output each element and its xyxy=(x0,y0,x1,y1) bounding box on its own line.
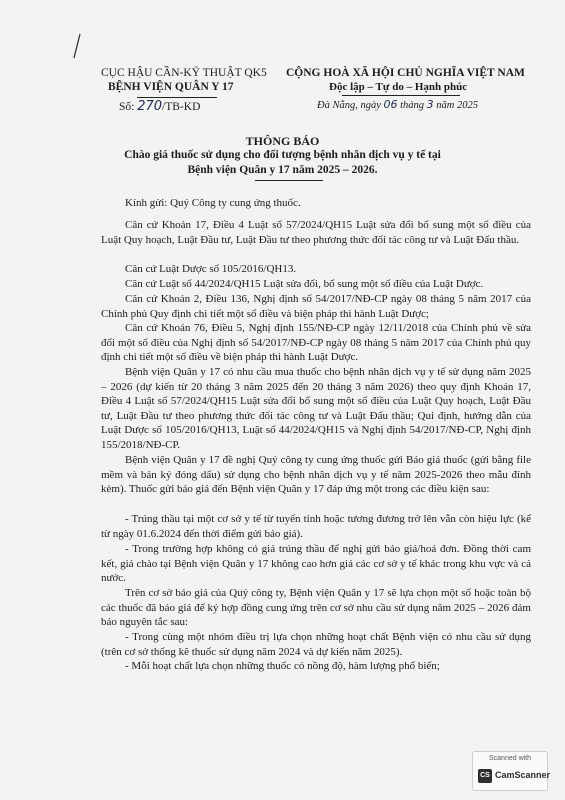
date-year: năm 2025 xyxy=(436,100,479,111)
scanned-with-text: Scanned with xyxy=(488,755,532,762)
request-paragraph: Bệnh viện Quân y 17 đề nghị Quý công ty cung ứng thuốc gửi Báo giá thuốc (gửi bằng file mềm và bản ký đóng dấu) sử dụng cho bệnh nhân dịch vụ y tế năm 2025-2026 theo mẫu đính kèm). Thuốc gửi báo giá đến Bệnh viện Quân y 17 đáp ứng một trong các điều kiện sau: xyxy=(101,454,531,495)
principle-item-1: - Trong cùng một nhóm điều trị lựa chọn những hoạt chất Bệnh viện có nhu cầu sử dụng (trên cơ sở thống kê thuốc sử dụng năm 2024 và dự kiến năm 2025). xyxy=(101,631,531,658)
header-rule-right xyxy=(342,95,460,96)
nation-motto: Độc lập – Tự do – Hạnh phúc xyxy=(329,81,468,93)
date-prefix: Đà Nẵng, ngày xyxy=(317,100,381,111)
camscanner-badge xyxy=(472,751,551,791)
number-label: Số: xyxy=(119,101,135,113)
hospital-name: BỆNH VIỆN QUÂN Y 17 xyxy=(108,81,234,93)
title-underline xyxy=(255,180,323,181)
nation-title: CỘNG HOÀ XÃ HỘI CHỦ NGHĨA VIỆT NAM xyxy=(286,67,525,79)
basis-paragraph-2: Căn cứ Luật Dược số 105/2016/QH13. xyxy=(125,263,297,275)
document-subtitle-line1: Chào giá thuốc sử dụng cho đối tượng bệnh nhân dịch vụ y tế tại xyxy=(124,149,441,161)
number-suffix: /TB-KD xyxy=(162,101,201,113)
place-date xyxy=(317,98,478,111)
principle-item-2: - Mỗi hoạt chất lựa chọn những thuốc có nồng độ, hàm lượng phổ biến; xyxy=(125,660,440,672)
basis-paragraph-1: Căn cứ Khoản 17, Điều 4 Luật số 57/2024/QH15 Luật sửa đổi bổ sung một số điều của Luật Quy hoạch, Luật Đầu tư, Luật Đầu tư theo phương thức đối tác công tư và Luật Đấu thầu. xyxy=(101,219,531,246)
camscanner-logo-icon: CS xyxy=(478,769,492,783)
document-subtitle-line2: Bệnh viện Quân y 17 năm 2025 – 2026. xyxy=(187,164,378,176)
handwritten-day: 06 xyxy=(383,98,398,111)
condition-item-2: - Trong trường hợp không có giá trúng thầu để nghị gửi báo giá/hoá đơn. Đồng thời cam kết, giá chào tại Bệnh viện Quân y 17 không cao hơn giá các cơ sở y tế khác trong khu vực và cả nước. xyxy=(101,543,531,584)
basis-paragraph-3: Căn cứ Luật số 44/2024/QH15 Luật sửa đổi, bổ sung một số điều của Luật Dược. xyxy=(125,278,484,290)
basis-paragraph-4: Căn cứ Khoản 2, Điều 136, Nghị định số 54/2017/NĐ-CP ngày 08 tháng 5 năm 2017 của Chính phủ Quy định chi tiết một số điều và biện pháp thi hành Luật Dược; xyxy=(101,293,531,320)
selection-paragraph: Trên cơ sở báo giá của Quý công ty, Bệnh viện Quân y 17 sẽ lựa chọn một số hoặc toàn bộ các thuốc đã báo giá để ký hợp đồng cung ứng trên cơ sở nhu cầu sử dụng năm 2025 – 2026 đảm bảo nguyên tắc sau: xyxy=(101,587,531,628)
need-paragraph: Bệnh viện Quân y 17 có nhu cầu mua thuốc cho bệnh nhân dịch vụ y tế sử dụng năm 2025 – 2026 (dự kiến từ 20 tháng 3 năm 2025 đến 20 tháng 3 năm 2026) theo quy định Khoản 17, Điều 4 Luật số 57/2024/QH15 Luật sửa đổi bổ sung một số điều của Luật Quy hoạch, Luật Đầu tư, Luật Đầu tư theo phương thức đối tác công tư và Luật Đấu thầu; Qui định, hướng dẫn của Luật Dược số 105/2016/QH13, Luật số 44/2024/QH15 và Nghị định 54/2017/NĐ-CP, Nghị định 155/2018/NĐ-CP. xyxy=(101,366,531,451)
header-rule-left xyxy=(137,97,217,98)
recipient-line: Kính gửi: Quý Công ty cung ứng thuốc. xyxy=(125,197,301,209)
condition-item-1: - Trúng thầu tại một cơ sở y tế từ tuyến tỉnh hoặc tương đương trở lên vẫn còn hiệu lực (kể từ ngày 01.6.2024 đến thời điểm gửi báo giá). xyxy=(101,513,531,540)
basis-paragraph-5: Căn cứ Khoản 76, Điều 5, Nghị định 155/NĐ-CP ngày 12/11/2018 của Chính phủ về sửa đổi một số điều của Nghị định số 54/2017/NĐ-CP ngày 08 tháng 5 năm 2017 của Chính phủ quy định chi tiết một số điều về biện pháp thi hành Luật Dược. xyxy=(101,322,531,363)
pen-mark xyxy=(70,32,84,60)
camscanner-brand: CamScanner xyxy=(495,770,551,780)
document-number xyxy=(119,99,200,114)
handwritten-number: 270 xyxy=(137,99,163,114)
document-title: THÔNG BÁO xyxy=(245,134,320,148)
date-month-label: tháng xyxy=(400,100,425,111)
handwritten-month: 3 xyxy=(426,98,434,111)
parent-agency: CỤC HẬU CẦN-KỸ THUẬT QK5 xyxy=(101,67,267,79)
